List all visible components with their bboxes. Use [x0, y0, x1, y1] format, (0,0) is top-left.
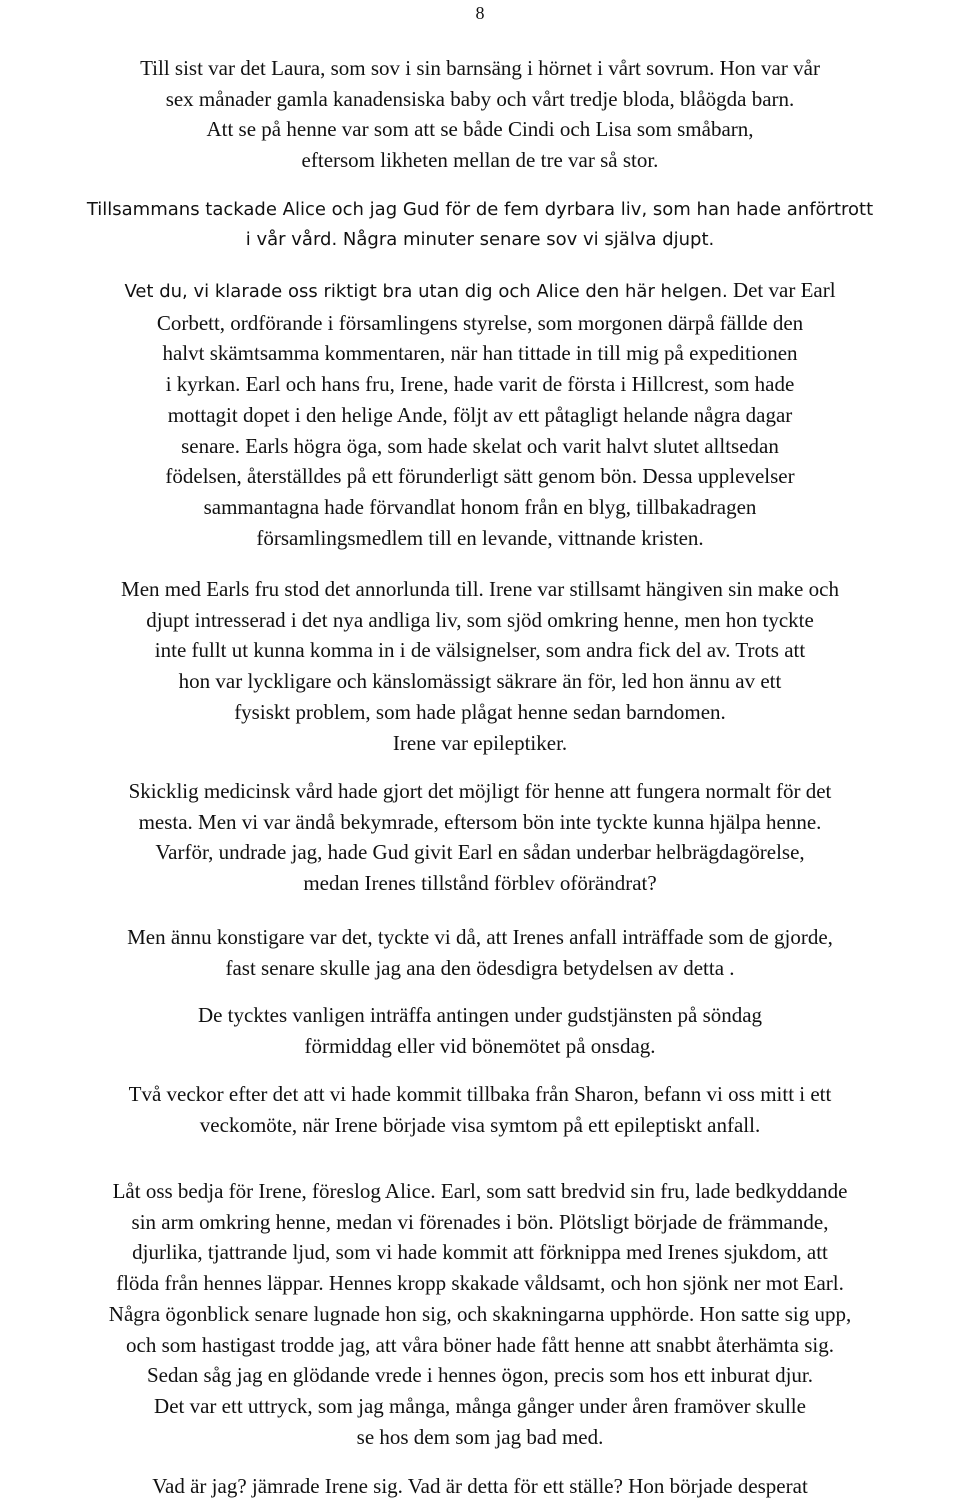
page-number: 8 [475, 3, 485, 23]
text-line: inte fullt ut kunna komma in i de välsignelser, som andra fick del av. Trots att [154, 638, 806, 663]
text-line: i kyrkan. Earl och hans fru, Irene, hade varit de första i Hillcrest, som hade [165, 372, 795, 397]
text-line: Men med Earls fru stod det annorlunda till. Irene var stillsamt hängiven sin make och [121, 577, 839, 601]
text-line: djupt intresserad i det nya andliga liv, som sjöd omkring henne, men hon tyckte [146, 607, 814, 632]
text-line: Skicklig medicinsk vård hade gjort det möjligt för henne att fungera normalt för det [128, 779, 832, 803]
text-line: Varför, undrade jag, hade Gud givit Earl en sådan underbar helbrägdagörelse, [155, 840, 805, 865]
text-line: Corbett, ordförande i församlingens styrelse, som morgonen därpå fällde den [156, 310, 804, 335]
text-line: Men ännu konstigare var det, tyckte vi då, att Irenes anfall inträffade som de gjorde, [127, 925, 833, 949]
text-line: De tycktes vanligen inträffa antingen under gudstjänsten på söndag [197, 1003, 763, 1027]
text-line: Att se på henne var som att se både Cindi och Lisa som småbarn, [206, 117, 754, 142]
text-line: sex månader gamla kanadensiska baby och vårt tredje bloda, blåögda barn. [165, 86, 795, 111]
text-line: och som hastigast trodde jag, att våra böner hade fått henne att snabbt återhämta sig. [126, 1332, 834, 1357]
paragraph-1 [0, 53, 960, 176]
paragraph-8 [0, 1079, 960, 1140]
text-line: halvt skämtsamma kommentaren, när han tittade in till mig på expeditionen [162, 341, 798, 366]
text-line: Låt oss bedja för Irene, föreslog Alice. Earl, som satt bredvid sin fru, lade bedkyddande [112, 1179, 848, 1203]
paragraph-9 [0, 1176, 960, 1452]
text-line: förmiddag eller vid bönemötet på onsdag. [304, 1033, 656, 1058]
paragraph-3 [0, 275, 960, 553]
text-line: Sedan såg jag en glödande vrede i hennes ögon, precis som hos ett inburat djur. [146, 1363, 813, 1388]
text-line: Det var ett uttryck, som jag många, många gånger under åren framöver skulle [154, 1393, 806, 1418]
text-line: sin arm omkring henne, medan vi förenades i bön. Plötsligt började de främmande, [131, 1209, 829, 1234]
text-line: Två veckor efter det att vi hade kommit tillbaka från Sharon, befann vi oss mitt i ett [128, 1082, 832, 1106]
text-line: djurlika, tjattrande ljud, som vi hade kommit att förknippa med Irenes sjukdom, att [132, 1240, 828, 1265]
text-line: eftersom likheten mellan de tre var så stor. [301, 148, 659, 173]
text-fragment: Det var Earl [727, 278, 836, 302]
text-line: veckomöte, när Irene började visa symtom på ett epileptiskt anfall. [199, 1112, 761, 1137]
text-line: medan Irenes tillstånd förblev oförändrat? [303, 871, 657, 896]
text-line: se hos dem som jag bad med. [356, 1424, 604, 1449]
text-line: församlingsmedlem till en levande, vittnande kristen. [256, 525, 704, 550]
text-line: sammantagna hade förvandlat honom från en blyg, tillbakadragen [203, 494, 757, 519]
text-line: Irene var epileptiker. [392, 730, 568, 755]
text-line: Tillsammans tackade Alice och jag Gud för de fem dyrbara liv, som han hade anförtrott [86, 199, 874, 220]
text-line: i vår vård. Några minuter senare sov vi själva djupt. [245, 229, 715, 250]
paragraph-6 [0, 922, 960, 983]
text-line: hon var lyckligare och känslomässigt säkrare än för, led hon ännu av ett [178, 669, 782, 694]
text-line: flöda från hennes läppar. Hennes kropp skakade våldsamt, och hon sjönk ner mot Earl. [116, 1271, 844, 1296]
paragraph-4 [0, 574, 960, 758]
paragraph-10 [0, 1471, 960, 1502]
text-line: fast senare skulle jag ana den ödesdigra betydelsen av detta . [225, 955, 735, 980]
text-line: födelsen, återställdes på ett förunderligt sätt genom bön. Dessa upplevelser [165, 464, 795, 489]
paragraph-5 [0, 776, 960, 899]
paragraph-2 [0, 195, 960, 255]
text-line: fysiskt problem, som hade plågat henne sedan barndomen. [234, 699, 726, 724]
paragraph-7 [0, 1000, 960, 1061]
text-line: Till sist var det Laura, som sov i sin barnsäng i hörnet i vårt sovrum. Hon var vår [140, 56, 820, 80]
text-line: senare. Earls högra öga, som hade skelat och varit halvt slutet alltsedan [181, 433, 779, 458]
text-line: mesta. Men vi var ändå bekymrade, eftersom bön inte tyckte kunna hjälpa henne. [138, 809, 822, 834]
text-line: mottagit dopet i den helige Ande, följt av ett påtagligt helande några dagar [167, 402, 793, 427]
text-line [0, 275, 960, 308]
quoted-speech: Vet du, vi klarade oss riktigt bra utan dig och Alice den här helgen. [124, 281, 728, 302]
text-line: Vad är jag? jämrade Irene sig. Vad är detta för ett ställe? Hon började desperat [152, 1474, 808, 1498]
text-line: Några ögonblick senare lugnade hon sig, och skakningarna upphörde. Hon satte sig upp, [108, 1301, 852, 1326]
